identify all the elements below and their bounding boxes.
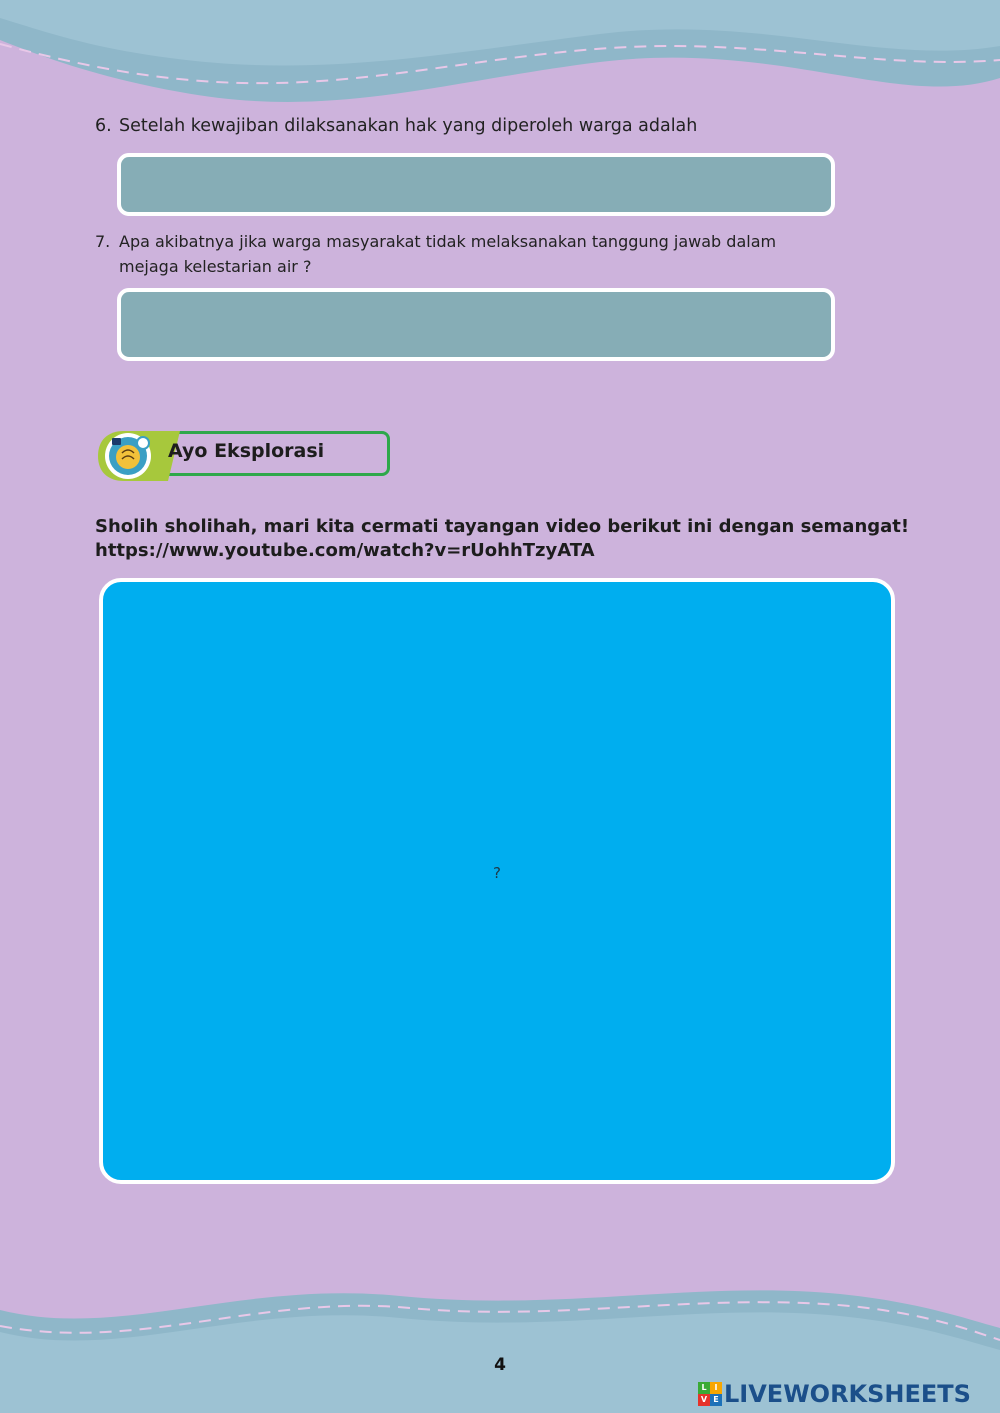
video-placeholder-mark: ? (493, 864, 501, 882)
page-number: 4 (494, 1355, 506, 1375)
logo-letter: L (698, 1382, 710, 1394)
section-title: Ayo Eksplorasi (168, 440, 325, 462)
question-text-line-1: Apa akibatnya jika warga masyarakat tidak melaksanakan tanggung jawab dalam (119, 232, 777, 251)
intro-line: Sholih sholihah, mari kita cermati tayangan video berikut ini dengan semangat! (95, 516, 910, 537)
question-text (119, 229, 849, 279)
question-number: 7. (95, 232, 111, 251)
answer-field-7[interactable] (117, 288, 835, 361)
video-link[interactable]: https://www.youtube.com/watch?v=rUohhTzyATA (95, 540, 595, 561)
section-badge (98, 428, 394, 484)
video-intro (95, 515, 915, 563)
question-number: 6. (95, 116, 112, 136)
video-embed[interactable] (99, 578, 895, 1184)
logo-letter: E (710, 1394, 722, 1406)
top-wave-decoration (0, 0, 1000, 120)
logo-letter: I (710, 1382, 722, 1394)
question-text-line-2: mejaga kelestarian air ? (119, 257, 312, 276)
liveworksheets-logo[interactable] (698, 1379, 971, 1409)
question-text: Setelah kewajiban dilaksanakan hak yang diperoleh warga adalah (119, 116, 698, 136)
question-7 (95, 229, 855, 281)
answer-field-6[interactable] (117, 153, 835, 216)
brand-name: LIVEWORKSHEETS (724, 1380, 971, 1408)
logo-letter: V (698, 1394, 710, 1406)
question-6 (95, 114, 855, 144)
liveworksheets-logo-icon (698, 1382, 722, 1406)
